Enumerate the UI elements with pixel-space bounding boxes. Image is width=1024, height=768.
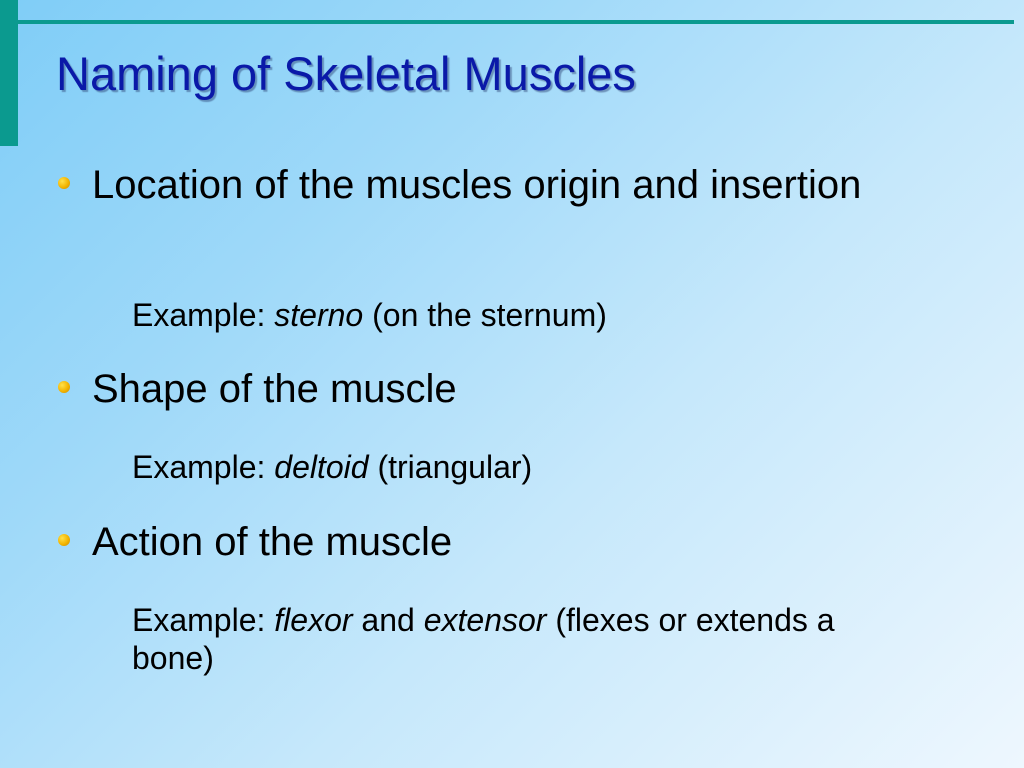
bullet-text: Shape of the muscle xyxy=(92,367,457,411)
bullet-item-location xyxy=(52,160,932,210)
example-prefix: Example: xyxy=(132,602,275,638)
example-connector: and xyxy=(352,602,424,638)
bullet-dot-icon xyxy=(58,381,70,393)
bullet-item-action xyxy=(52,517,932,567)
example-term: sterno xyxy=(274,297,364,333)
example-line xyxy=(132,296,912,334)
bullet-text: Action of the muscle xyxy=(92,520,453,564)
slide-title: Naming of Skeletal Muscles xyxy=(56,47,636,100)
example-term: flexor xyxy=(274,602,353,638)
accent-bar-horizontal xyxy=(18,20,1014,24)
example-line xyxy=(132,601,912,677)
accent-bar-vertical xyxy=(0,0,18,146)
bullet-dot-icon xyxy=(58,177,70,189)
example-term: deltoid xyxy=(274,449,369,485)
example-line xyxy=(132,448,912,486)
example-term: extensor xyxy=(423,602,547,638)
bullet-item-shape xyxy=(52,364,932,414)
bullet-text: Location of the muscles origin and insertion xyxy=(92,163,862,207)
example-explanation: (flexes or extends a bone) xyxy=(132,602,835,676)
bullet-dot-icon xyxy=(58,534,70,546)
example-explanation: (on the sternum) xyxy=(363,297,607,333)
example-prefix: Example: xyxy=(132,297,275,333)
example-prefix: Example: xyxy=(132,449,275,485)
example-explanation: (triangular) xyxy=(368,449,533,485)
